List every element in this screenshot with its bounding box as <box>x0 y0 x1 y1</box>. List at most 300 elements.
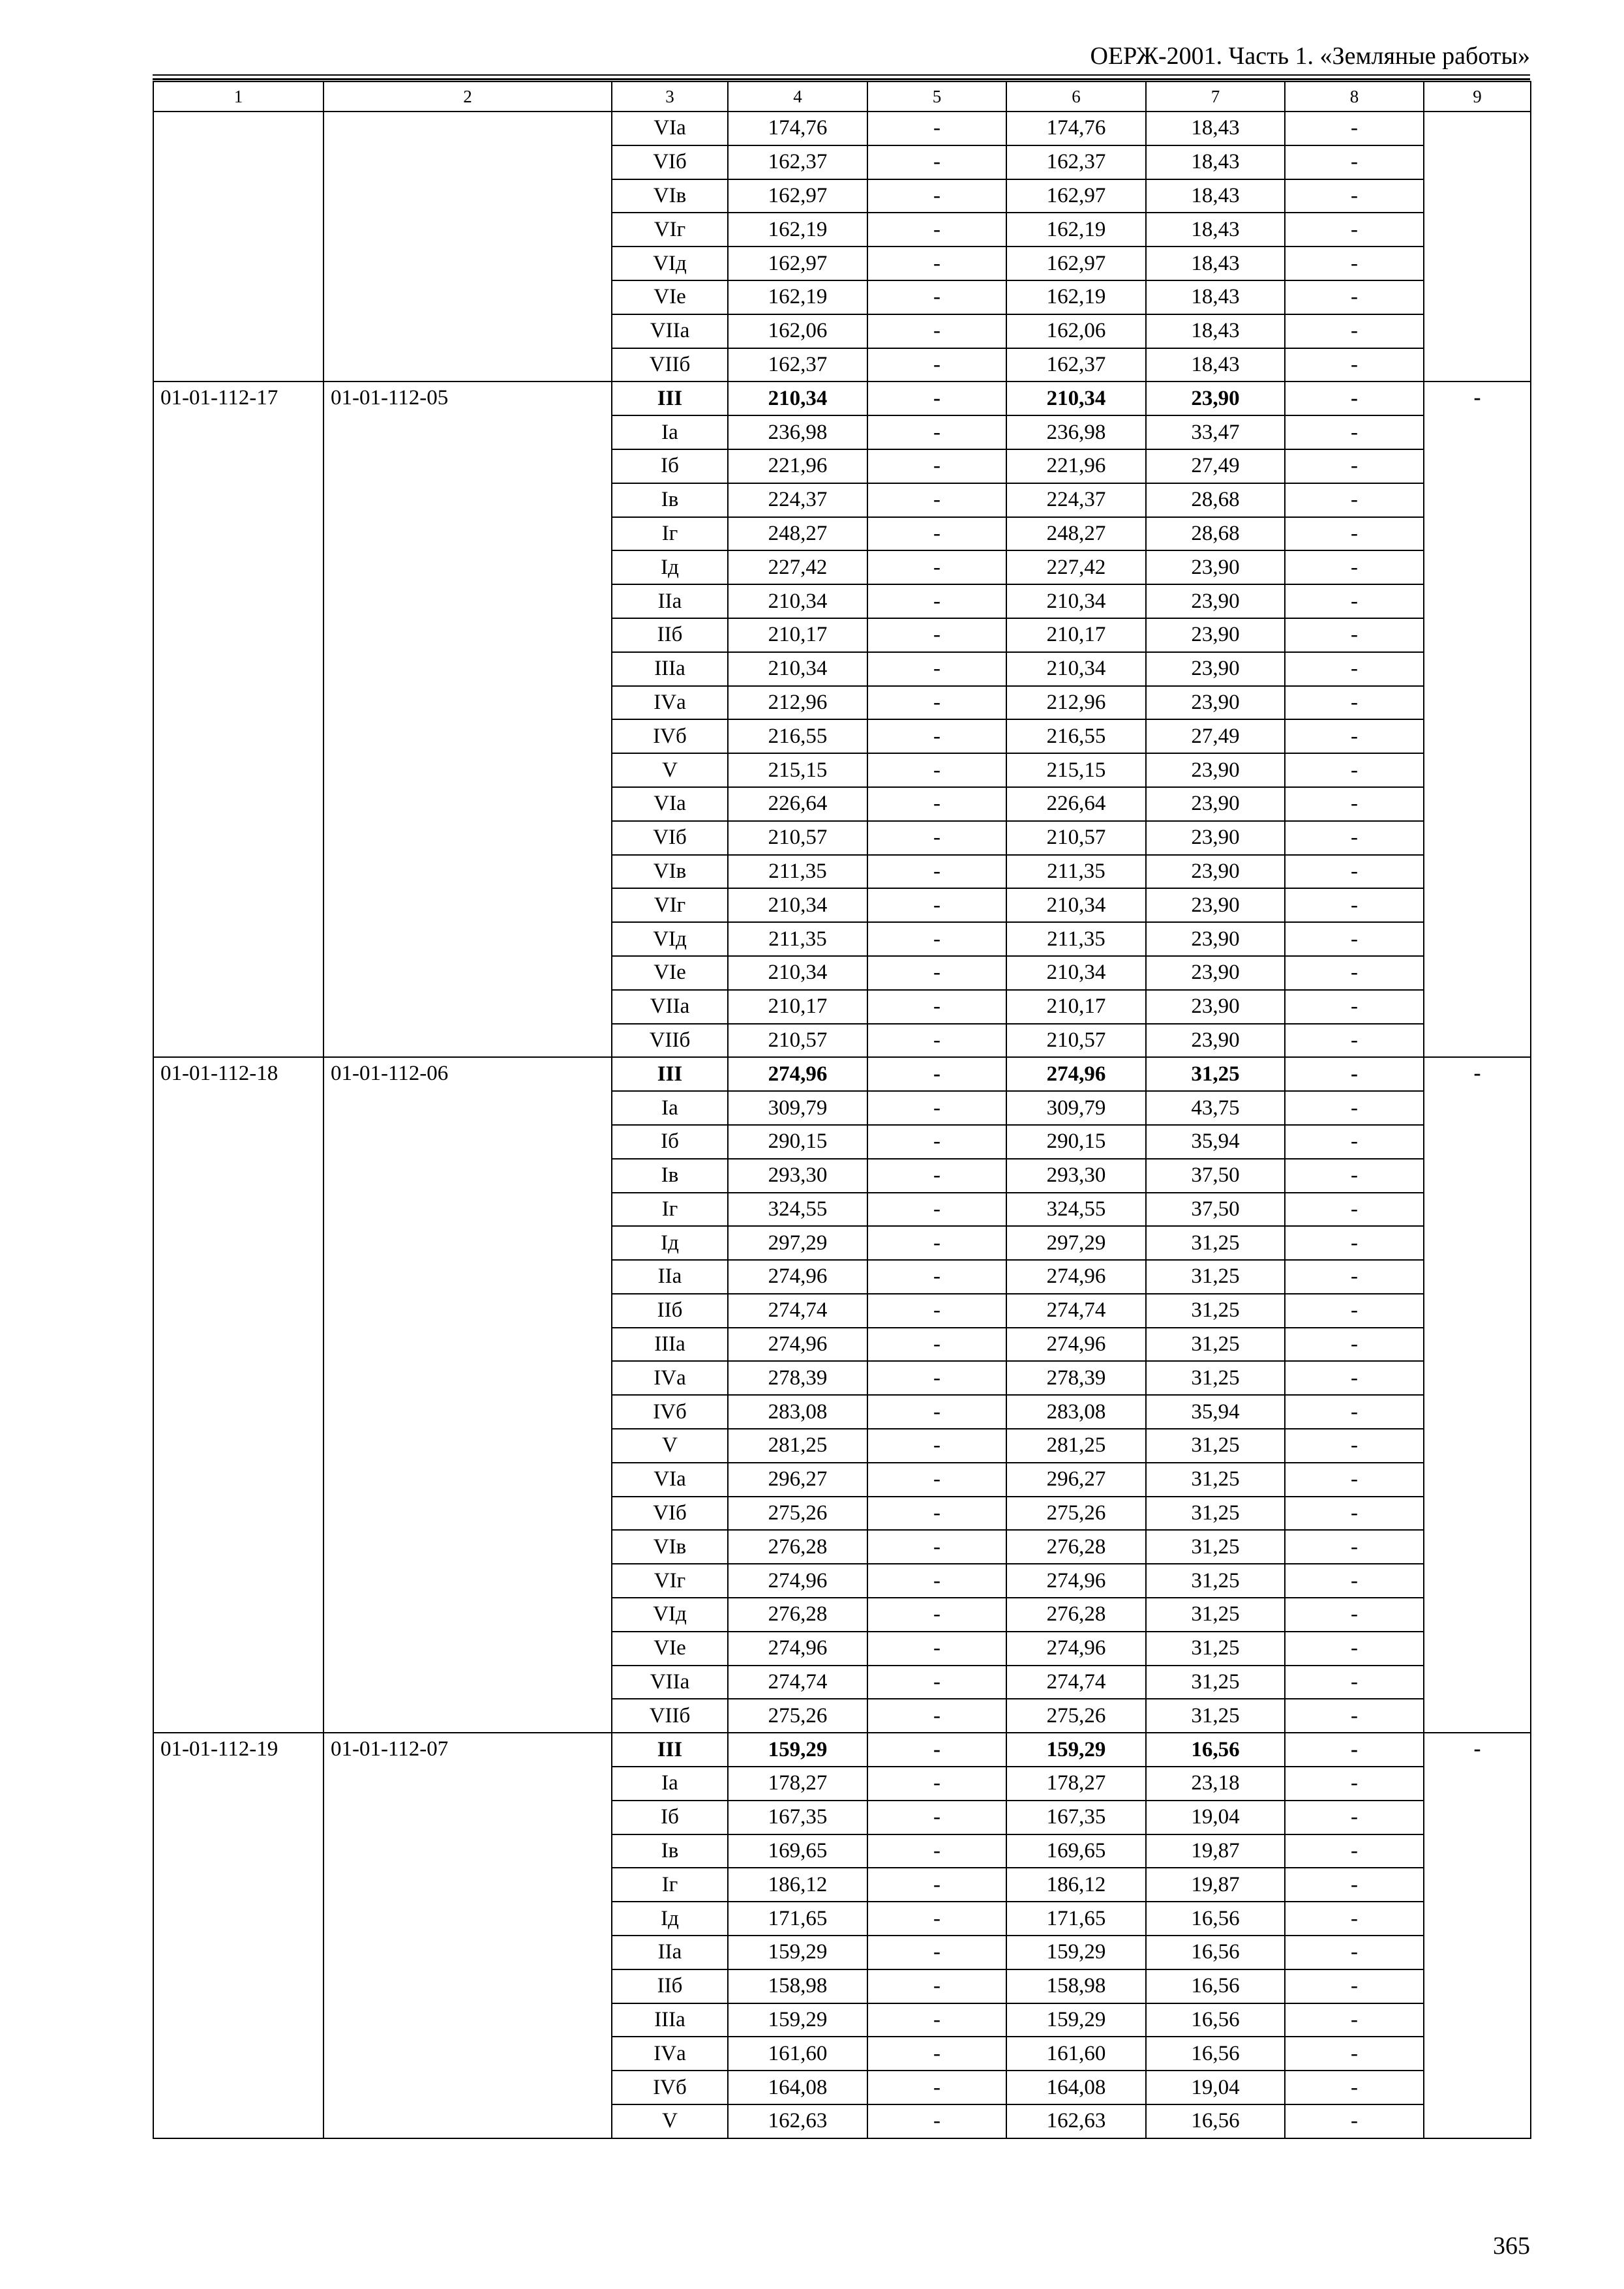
table-cell: 164,08 <box>728 2071 867 2104</box>
table-cell: 16,56 <box>1146 2104 1285 2138</box>
table-cell: - <box>867 483 1006 517</box>
rate-code-cell: 01-01-112-17 <box>153 382 323 1057</box>
table-cell: 274,74 <box>1006 1294 1146 1328</box>
table-cell: - <box>1285 652 1424 686</box>
table-cell: VIа <box>612 1463 728 1497</box>
table-cell: - <box>1285 1226 1424 1260</box>
table-cell: - <box>867 1834 1006 1868</box>
table-cell: IIа <box>612 1936 728 1969</box>
table-cell: - <box>867 517 1006 551</box>
table-cell: IIIа <box>612 2003 728 2037</box>
table-row <box>153 382 1531 415</box>
table-cell: Iг <box>612 1868 728 1902</box>
rates-table <box>153 81 1531 2139</box>
table-cell: - <box>1285 449 1424 483</box>
table-cell: 227,42 <box>728 550 867 584</box>
table-cell: 216,55 <box>728 719 867 753</box>
table-cell: - <box>1285 550 1424 584</box>
table-cell: 162,19 <box>1006 280 1146 314</box>
table-cell: 274,96 <box>1006 1564 1146 1598</box>
column-9-cell: - <box>1424 382 1531 1057</box>
table-cell: 167,35 <box>728 1801 867 1834</box>
table-cell: VIе <box>612 956 728 990</box>
table-cell: Iв <box>612 483 728 517</box>
column-header: 8 <box>1285 82 1424 112</box>
table-cell: - <box>867 1969 1006 2003</box>
table-cell: VIв <box>612 855 728 889</box>
table-cell: 18,43 <box>1146 247 1285 280</box>
table-cell: 274,96 <box>1006 1328 1146 1362</box>
table-cell: 162,37 <box>728 348 867 382</box>
table-cell: Iа <box>612 1091 728 1125</box>
table-cell: - <box>867 618 1006 652</box>
table-cell: 212,96 <box>1006 686 1146 720</box>
table-cell: 210,34 <box>1006 888 1146 922</box>
table-cell: 23,90 <box>1146 686 1285 720</box>
table-cell: 215,15 <box>728 753 867 787</box>
table-body <box>153 112 1531 2138</box>
table-cell: - <box>1285 1260 1424 1294</box>
table-cell: 162,97 <box>1006 247 1146 280</box>
table-cell: 274,96 <box>1006 1632 1146 1666</box>
table-cell: 18,43 <box>1146 348 1285 382</box>
table-cell: - <box>867 1193 1006 1227</box>
table-cell: VIе <box>612 280 728 314</box>
table-cell: 210,34 <box>728 956 867 990</box>
table-cell: 162,63 <box>728 2104 867 2138</box>
table-cell: III <box>612 382 728 415</box>
table-cell: 210,17 <box>728 990 867 1024</box>
table-cell: 162,97 <box>728 247 867 280</box>
table-cell: 210,57 <box>1006 821 1146 855</box>
table-cell: - <box>1285 145 1424 179</box>
table-cell: 164,08 <box>1006 2071 1146 2104</box>
table-row <box>153 1057 1531 1091</box>
table-cell: 174,76 <box>728 112 867 145</box>
table-cell: - <box>867 247 1006 280</box>
column-header: 4 <box>728 82 867 112</box>
table-cell: 23,90 <box>1146 618 1285 652</box>
table-cell: - <box>867 1564 1006 1598</box>
table-cell: 161,60 <box>728 2037 867 2071</box>
table-cell: 31,25 <box>1146 1361 1285 1395</box>
table-cell: 324,55 <box>728 1193 867 1227</box>
table-cell: 31,25 <box>1146 1463 1285 1497</box>
table-cell: 290,15 <box>728 1125 867 1159</box>
table-cell: - <box>867 1463 1006 1497</box>
table-cell: - <box>1285 584 1424 618</box>
table-cell: - <box>1285 280 1424 314</box>
table-cell: - <box>867 1024 1006 1058</box>
table-cell: 16,56 <box>1146 1936 1285 1969</box>
table-cell: - <box>1285 348 1424 382</box>
table-cell: - <box>1285 2104 1424 2138</box>
table-cell: 211,35 <box>1006 855 1146 889</box>
table-cell: - <box>867 1057 1006 1091</box>
table-cell: Iа <box>612 415 728 449</box>
table-cell: - <box>867 213 1006 247</box>
table-cell: 274,74 <box>728 1666 867 1699</box>
table-cell: 31,25 <box>1146 1530 1285 1564</box>
table-cell: 226,64 <box>1006 787 1146 821</box>
table-cell: 18,43 <box>1146 314 1285 348</box>
table-cell: 31,25 <box>1146 1598 1285 1632</box>
table-cell: 19,87 <box>1146 1834 1285 1868</box>
table-cell: - <box>867 1361 1006 1395</box>
page-number: 365 <box>1493 2232 1530 2260</box>
table-cell: - <box>867 855 1006 889</box>
table-cell: 162,63 <box>1006 2104 1146 2138</box>
table-cell: 169,65 <box>1006 1834 1146 1868</box>
table-cell: IIа <box>612 1260 728 1294</box>
table-cell: 16,56 <box>1146 1733 1285 1767</box>
table-cell: 224,37 <box>1006 483 1146 517</box>
table-cell: IIб <box>612 618 728 652</box>
table-cell: Iд <box>612 1226 728 1260</box>
table-cell: 23,90 <box>1146 956 1285 990</box>
table-cell: 23,90 <box>1146 821 1285 855</box>
table-cell: 162,06 <box>728 314 867 348</box>
table-cell: - <box>867 314 1006 348</box>
table-cell: 23,90 <box>1146 1024 1285 1058</box>
table-cell: Iв <box>612 1834 728 1868</box>
table-cell: - <box>867 2003 1006 2037</box>
table-cell: Iа <box>612 1767 728 1801</box>
table-cell: 210,34 <box>728 382 867 415</box>
table-cell: 162,37 <box>1006 348 1146 382</box>
table-cell: 324,55 <box>1006 1193 1146 1227</box>
table-cell: - <box>867 922 1006 956</box>
table-cell: V <box>612 753 728 787</box>
table-cell: - <box>867 753 1006 787</box>
table-cell: V <box>612 1429 728 1463</box>
table-cell: 283,08 <box>728 1395 867 1429</box>
table-cell: 159,29 <box>728 1936 867 1969</box>
table-cell: 275,26 <box>1006 1699 1146 1733</box>
table-cell: VIг <box>612 1564 728 1598</box>
table-cell: Iд <box>612 550 728 584</box>
table-cell: 274,96 <box>728 1328 867 1362</box>
table-cell: - <box>1285 990 1424 1024</box>
table-cell: 37,50 <box>1146 1159 1285 1193</box>
table-row <box>153 1733 1531 1767</box>
table-cell: Iг <box>612 517 728 551</box>
table-cell: 210,34 <box>1006 652 1146 686</box>
table-cell: 31,25 <box>1146 1260 1285 1294</box>
column-header: 7 <box>1146 82 1285 112</box>
table-cell: 278,39 <box>728 1361 867 1395</box>
table-cell: VIд <box>612 922 728 956</box>
table-cell: - <box>1285 1463 1424 1497</box>
table-cell: 210,17 <box>728 618 867 652</box>
table-cell: 210,57 <box>1006 1024 1146 1058</box>
table-cell: 236,98 <box>1006 415 1146 449</box>
table-cell: - <box>867 2104 1006 2138</box>
table-cell: - <box>1285 179 1424 213</box>
table-cell: VIб <box>612 821 728 855</box>
table-cell: - <box>1285 1361 1424 1395</box>
table-cell: - <box>867 1530 1006 1564</box>
table-cell: - <box>867 1091 1006 1125</box>
table-cell: 23,90 <box>1146 753 1285 787</box>
table-cell: 158,98 <box>1006 1969 1146 2003</box>
table-cell: 27,49 <box>1146 449 1285 483</box>
table-cell: 226,64 <box>728 787 867 821</box>
table-cell: VIб <box>612 145 728 179</box>
table-cell: IIб <box>612 1969 728 2003</box>
table-cell: - <box>1285 1936 1424 1969</box>
table-cell: 162,97 <box>1006 179 1146 213</box>
table-cell: 31,25 <box>1146 1328 1285 1362</box>
table-cell: 162,19 <box>1006 213 1146 247</box>
table-cell: VIг <box>612 888 728 922</box>
table-cell: VIа <box>612 112 728 145</box>
table-cell: Iб <box>612 449 728 483</box>
table-cell: - <box>1285 1530 1424 1564</box>
table-cell: 18,43 <box>1146 179 1285 213</box>
table-cell: - <box>867 1699 1006 1733</box>
table-cell: - <box>867 652 1006 686</box>
table-cell: IVб <box>612 2071 728 2104</box>
table-cell: Iб <box>612 1125 728 1159</box>
table-cell: 35,94 <box>1146 1395 1285 1429</box>
table-cell: 162,19 <box>728 213 867 247</box>
table-cell: VIIа <box>612 990 728 1024</box>
table-cell: IVб <box>612 719 728 753</box>
table-cell: Iв <box>612 1159 728 1193</box>
table-cell: - <box>1285 1801 1424 1834</box>
table-cell: 16,56 <box>1146 2003 1285 2037</box>
table-cell: 159,29 <box>728 1733 867 1767</box>
table-cell: - <box>1285 1666 1424 1699</box>
reference-code-cell: 01-01-112-07 <box>323 1733 612 2138</box>
table-cell: - <box>1285 483 1424 517</box>
table-cell: VIIб <box>612 348 728 382</box>
table-cell: IVб <box>612 1395 728 1429</box>
table-cell: 216,55 <box>1006 719 1146 753</box>
table-cell: 28,68 <box>1146 517 1285 551</box>
table-cell: - <box>1285 922 1424 956</box>
table-cell: VIIб <box>612 1699 728 1733</box>
header-rule-thick <box>153 78 1530 80</box>
table-cell: 275,26 <box>1006 1497 1146 1531</box>
table-cell: 23,90 <box>1146 787 1285 821</box>
table-cell: - <box>1285 1497 1424 1531</box>
table-cell: - <box>867 1159 1006 1193</box>
table-cell: - <box>867 2037 1006 2071</box>
table-cell: - <box>867 686 1006 720</box>
table-cell: 18,43 <box>1146 145 1285 179</box>
table-cell: - <box>1285 213 1424 247</box>
table-cell: 309,79 <box>1006 1091 1146 1125</box>
table-cell: VIе <box>612 1632 728 1666</box>
table-cell: VIд <box>612 247 728 280</box>
table-cell: - <box>1285 1091 1424 1125</box>
table-cell: 210,17 <box>1006 618 1146 652</box>
table-cell: 178,27 <box>728 1767 867 1801</box>
running-header <box>153 39 1530 73</box>
table-cell: V <box>612 2104 728 2138</box>
table-cell: IIIа <box>612 1328 728 1362</box>
table-cell: IIа <box>612 584 728 618</box>
table-cell: - <box>1285 1969 1424 2003</box>
table-cell: - <box>867 382 1006 415</box>
reference-code-cell: 01-01-112-05 <box>323 382 612 1057</box>
document-title: ОЕРЖ-2001. Часть 1. «Земляные работы» <box>1090 42 1530 70</box>
table-cell: VIIа <box>612 314 728 348</box>
table-cell: - <box>1285 1564 1424 1598</box>
table-cell: 211,35 <box>728 855 867 889</box>
table-cell: 274,96 <box>728 1564 867 1598</box>
table-cell: - <box>867 1429 1006 1463</box>
table-cell: - <box>1285 382 1424 415</box>
table-cell: - <box>867 449 1006 483</box>
column-header: 6 <box>1006 82 1146 112</box>
table-cell: 19,04 <box>1146 2071 1285 2104</box>
table-cell: III <box>612 1057 728 1091</box>
table-cell: 18,43 <box>1146 280 1285 314</box>
column-9-cell: - <box>1424 1057 1531 1733</box>
table-cell: - <box>1285 753 1424 787</box>
table-cell: 171,65 <box>728 1902 867 1936</box>
table-cell: - <box>867 1936 1006 1969</box>
table-cell: 248,27 <box>728 517 867 551</box>
table-cell: 162,37 <box>1006 145 1146 179</box>
table-cell: - <box>1285 787 1424 821</box>
table-cell: 31,25 <box>1146 1497 1285 1531</box>
column-header: 5 <box>867 82 1006 112</box>
table-cell: 18,43 <box>1146 112 1285 145</box>
table-cell: 27,49 <box>1146 719 1285 753</box>
table-cell: 212,96 <box>728 686 867 720</box>
table-cell: VIIб <box>612 1024 728 1058</box>
table-cell: - <box>1285 1767 1424 1801</box>
table-cell: 186,12 <box>728 1868 867 1902</box>
table-cell: - <box>1285 2003 1424 2037</box>
table-cell: 275,26 <box>728 1699 867 1733</box>
table-cell: 162,37 <box>728 145 867 179</box>
table-cell: 174,76 <box>1006 112 1146 145</box>
table-cell: 297,29 <box>728 1226 867 1260</box>
table-cell: Iб <box>612 1801 728 1834</box>
column-header: 3 <box>612 82 728 112</box>
table-cell: 276,28 <box>728 1530 867 1564</box>
table-cell: 274,96 <box>1006 1260 1146 1294</box>
table-cell: - <box>867 1294 1006 1328</box>
table-cell: VIб <box>612 1497 728 1531</box>
table-cell: - <box>1285 1328 1424 1362</box>
table-cell: 293,30 <box>728 1159 867 1193</box>
table-cell: 278,39 <box>1006 1361 1146 1395</box>
table-cell: - <box>1285 1598 1424 1632</box>
table-cell: 31,25 <box>1146 1294 1285 1328</box>
table-cell: 162,97 <box>728 179 867 213</box>
column-header: 9 <box>1424 82 1531 112</box>
table-cell: - <box>867 1902 1006 1936</box>
table-cell: 31,25 <box>1146 1226 1285 1260</box>
table-cell: VIв <box>612 1530 728 1564</box>
table-cell: - <box>867 1328 1006 1362</box>
rate-code-cell: 01-01-112-19 <box>153 1733 323 2138</box>
table-cell: - <box>867 1733 1006 1767</box>
table-cell: IVа <box>612 1361 728 1395</box>
table-cell: - <box>867 1226 1006 1260</box>
table-cell: VIа <box>612 787 728 821</box>
table-cell: VIд <box>612 1598 728 1632</box>
table-cell: 210,17 <box>1006 990 1146 1024</box>
rate-code-cell: 01-01-112-18 <box>153 1057 323 1733</box>
table-cell: 169,65 <box>728 1834 867 1868</box>
table-cell: - <box>867 1868 1006 1902</box>
table-cell: 221,96 <box>1006 449 1146 483</box>
table-cell: IIIа <box>612 652 728 686</box>
table-cell: - <box>1285 719 1424 753</box>
table-cell: - <box>1285 1733 1424 1767</box>
table-cell: - <box>867 888 1006 922</box>
table-cell: - <box>867 1395 1006 1429</box>
table-cell: - <box>1285 618 1424 652</box>
table-cell: 162,06 <box>1006 314 1146 348</box>
column-9-cell <box>1424 112 1531 382</box>
table-cell: III <box>612 1733 728 1767</box>
table-cell: - <box>1285 1429 1424 1463</box>
table-cell: 211,35 <box>728 922 867 956</box>
table-cell: VIв <box>612 179 728 213</box>
column-header: 1 <box>153 82 323 112</box>
table-cell: - <box>867 821 1006 855</box>
header-rule-thin <box>153 74 1530 76</box>
table-cell: 31,25 <box>1146 1699 1285 1733</box>
table-cell: 248,27 <box>1006 517 1146 551</box>
table-cell: 274,96 <box>1006 1057 1146 1091</box>
table-cell: 178,27 <box>1006 1767 1146 1801</box>
table-cell: 31,25 <box>1146 1666 1285 1699</box>
table-cell: 16,56 <box>1146 1969 1285 2003</box>
table-cell: 309,79 <box>728 1091 867 1125</box>
table-cell: - <box>1285 314 1424 348</box>
table-cell: 37,50 <box>1146 1193 1285 1227</box>
table-cell: 31,25 <box>1146 1632 1285 1666</box>
table-cell: - <box>1285 1868 1424 1902</box>
table-cell: 224,37 <box>728 483 867 517</box>
table-cell: 23,90 <box>1146 888 1285 922</box>
table-cell: 23,90 <box>1146 922 1285 956</box>
reference-code-cell <box>323 112 612 382</box>
table-cell: - <box>1285 1902 1424 1936</box>
table-cell: VIIа <box>612 1666 728 1699</box>
table-cell: 31,25 <box>1146 1429 1285 1463</box>
table-cell: IIб <box>612 1294 728 1328</box>
table-cell: 167,35 <box>1006 1801 1146 1834</box>
table-cell: Iд <box>612 1902 728 1936</box>
table-cell: - <box>1285 1024 1424 1058</box>
table-cell: - <box>867 348 1006 382</box>
table-cell: 274,96 <box>728 1057 867 1091</box>
table-cell: 33,47 <box>1146 415 1285 449</box>
table-cell: 296,27 <box>1006 1463 1146 1497</box>
table-cell: 290,15 <box>1006 1125 1146 1159</box>
table-cell: - <box>867 584 1006 618</box>
table-cell: 215,15 <box>1006 753 1146 787</box>
table-cell: 210,34 <box>1006 382 1146 415</box>
table-cell: VIг <box>612 213 728 247</box>
table-cell: 210,57 <box>728 1024 867 1058</box>
table-cell: - <box>867 415 1006 449</box>
table-cell: - <box>1285 2037 1424 2071</box>
table-cell: 210,34 <box>728 584 867 618</box>
table-cell: IVа <box>612 686 728 720</box>
table-cell: 274,74 <box>1006 1666 1146 1699</box>
